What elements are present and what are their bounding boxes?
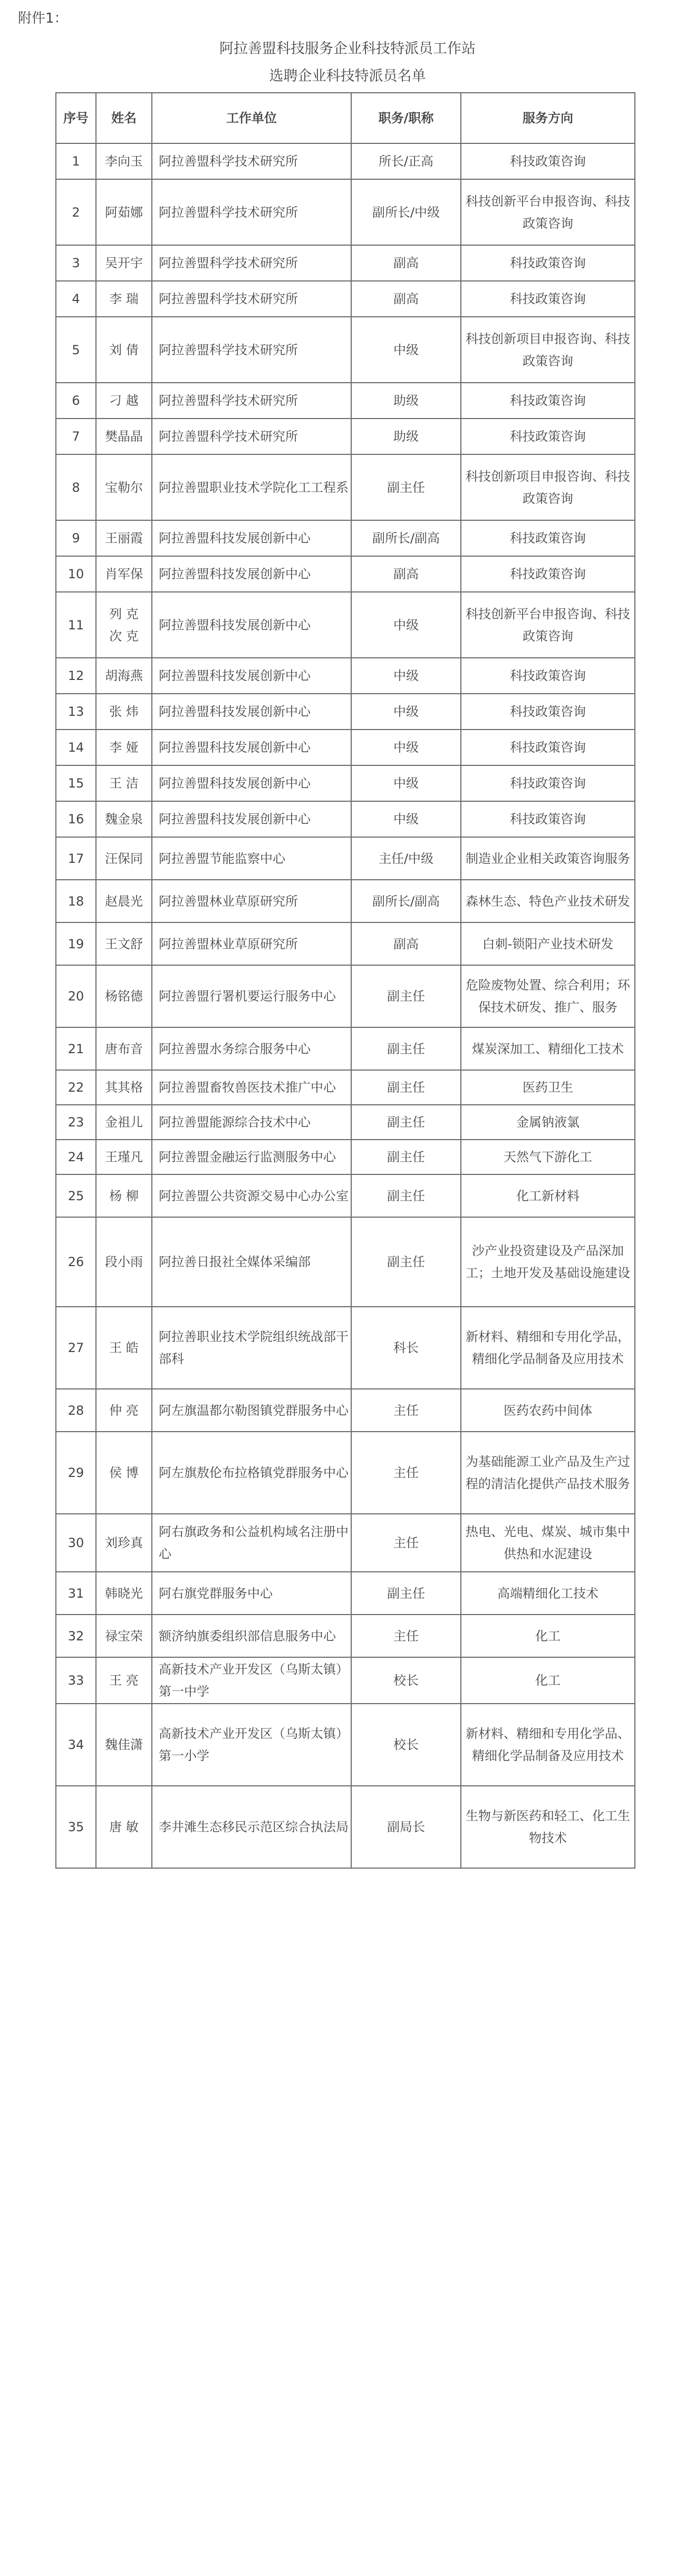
table-row — [56, 1070, 635, 1105]
cell-service: 新材料、精细和专用化学品、精细化学品制备及应用技术 — [461, 1704, 635, 1786]
cell-position: 校长 — [351, 1657, 461, 1704]
cell-no: 28 — [56, 1389, 96, 1432]
table-row — [56, 1786, 635, 1868]
cell-org: 阿拉善盟科技发展创新中心 — [152, 730, 351, 765]
cell-service: 高端精细化工技术 — [461, 1572, 635, 1615]
cell-no: 23 — [56, 1105, 96, 1140]
table-row — [56, 520, 635, 556]
cell-org: 阿拉善盟科技发展创新中心 — [152, 801, 351, 837]
cell-org: 额济纳旗委组织部信息服务中心 — [152, 1615, 351, 1657]
cell-name: 李 娅 — [96, 730, 152, 765]
cell-name: 魏佳潇 — [96, 1704, 152, 1786]
cell-service: 科技政策咨询 — [461, 419, 635, 454]
cell-service: 生物与新医药和轻工、化工生物技术 — [461, 1786, 635, 1868]
cell-org: 阿左旗温都尔勒图镇党群服务中心 — [152, 1389, 351, 1432]
cell-position: 副高 — [351, 556, 461, 592]
table-row — [56, 383, 635, 419]
header-org: 工作单位 — [152, 93, 351, 143]
cell-org: 阿拉善职业技术学院组织统战部干部科 — [152, 1307, 351, 1389]
cell-org: 阿拉善盟科技发展创新中心 — [152, 765, 351, 801]
table-row — [56, 317, 635, 383]
cell-name: 吴开宇 — [96, 245, 152, 281]
table-row — [56, 143, 635, 179]
cell-name: 王瑾凡 — [96, 1140, 152, 1174]
table-row — [56, 1514, 635, 1572]
cell-position: 所长/正高 — [351, 143, 461, 179]
cell-position: 副主任 — [351, 1140, 461, 1174]
table-row — [56, 880, 635, 922]
cell-position: 副主任 — [351, 965, 461, 1027]
cell-no: 15 — [56, 765, 96, 801]
cell-position: 科长 — [351, 1307, 461, 1389]
table-row — [56, 1140, 635, 1174]
table-row — [56, 1105, 635, 1140]
cell-org: 阿拉善盟林业草原研究所 — [152, 922, 351, 965]
table-header-row — [56, 93, 635, 143]
cell-service: 科技政策咨询 — [461, 730, 635, 765]
cell-name: 侯 博 — [96, 1432, 152, 1514]
cell-service: 科技政策咨询 — [461, 383, 635, 419]
cell-service: 热电、光电、煤炭、城市集中供热和水泥建设 — [461, 1514, 635, 1572]
cell-no: 9 — [56, 520, 96, 556]
cell-position: 副主任 — [351, 1027, 461, 1070]
cell-position: 副主任 — [351, 454, 461, 520]
cell-position: 副高 — [351, 922, 461, 965]
cell-name: 王 亮 — [96, 1657, 152, 1704]
cell-no: 18 — [56, 880, 96, 922]
table-row — [56, 801, 635, 837]
cell-org: 高新技术产业开发区（乌斯太镇）第一中学 — [152, 1657, 351, 1704]
table-row — [56, 281, 635, 317]
table-row — [56, 1704, 635, 1786]
cell-name: 杨铭德 — [96, 965, 152, 1027]
cell-position: 副主任 — [351, 1070, 461, 1105]
table-row — [56, 419, 635, 454]
cell-name: 宝勒尔 — [96, 454, 152, 520]
cell-name: 肖军保 — [96, 556, 152, 592]
attachment-label: 附件1： — [18, 11, 68, 26]
table-row — [56, 1307, 635, 1389]
cell-service: 制造业企业相关政策咨询服务 — [461, 837, 635, 880]
cell-org: 阿拉善盟科技发展创新中心 — [152, 592, 351, 658]
cell-position: 副高 — [351, 281, 461, 317]
cell-no: 31 — [56, 1572, 96, 1615]
cell-service: 科技创新项目申报咨询、科技政策咨询 — [461, 454, 635, 520]
cell-service: 化工 — [461, 1615, 635, 1657]
cell-org: 阿拉善盟能源综合技术中心 — [152, 1105, 351, 1140]
table-row — [56, 1027, 635, 1070]
cell-name: 赵晨光 — [96, 880, 152, 922]
cell-no: 22 — [56, 1070, 96, 1105]
cell-name: 阿茹娜 — [96, 179, 152, 245]
cell-service: 化工 — [461, 1657, 635, 1704]
cell-no: 30 — [56, 1514, 96, 1572]
cell-org: 阿拉善盟科学技术研究所 — [152, 419, 351, 454]
cell-name: 韩晓光 — [96, 1572, 152, 1615]
cell-name: 胡海燕 — [96, 658, 152, 694]
cell-name: 列 克 次 克 — [96, 592, 152, 658]
cell-position: 副所长/中级 — [351, 179, 461, 245]
cell-no: 27 — [56, 1307, 96, 1389]
cell-org: 阿拉善盟林业草原研究所 — [152, 880, 351, 922]
cell-no: 13 — [56, 694, 96, 730]
cell-org: 阿拉善盟科技发展创新中心 — [152, 556, 351, 592]
cell-name: 李向玉 — [96, 143, 152, 179]
table-row — [56, 245, 635, 281]
table-row — [56, 922, 635, 965]
cell-org: 李井滩生态移民示范区综合执法局 — [152, 1786, 351, 1868]
cell-org: 阿拉善盟科技发展创新中心 — [152, 658, 351, 694]
cell-no: 10 — [56, 556, 96, 592]
cell-name: 仲 亮 — [96, 1389, 152, 1432]
cell-position: 副高 — [351, 245, 461, 281]
cell-service: 为基础能源工业产品及生产过程的清洁化提供产品技术服务 — [461, 1432, 635, 1514]
cell-name: 刘珍真 — [96, 1514, 152, 1572]
cell-service: 森林生态、特色产业技术研发 — [461, 880, 635, 922]
cell-position: 主任 — [351, 1514, 461, 1572]
table-row — [56, 965, 635, 1027]
cell-no: 24 — [56, 1140, 96, 1174]
cell-position: 副主任 — [351, 1105, 461, 1140]
cell-name: 王 洁 — [96, 765, 152, 801]
cell-no: 11 — [56, 592, 96, 658]
cell-position: 助级 — [351, 419, 461, 454]
table-row — [56, 1174, 635, 1217]
cell-service: 煤炭深加工、精细化工技术 — [461, 1027, 635, 1070]
cell-service: 白刺-锁阳产业技术研发 — [461, 922, 635, 965]
cell-service: 金属钠液氯 — [461, 1105, 635, 1140]
cell-name: 汪保同 — [96, 837, 152, 880]
cell-service: 科技创新项目申报咨询、科技政策咨询 — [461, 317, 635, 383]
cell-position: 主任 — [351, 1432, 461, 1514]
cell-name: 李 瑞 — [96, 281, 152, 317]
cell-service: 科技创新平台申报咨询、科技政策咨询 — [461, 592, 635, 658]
cell-org: 阿拉善盟节能监察中心 — [152, 837, 351, 880]
cell-no: 1 — [56, 143, 96, 179]
cell-org: 阿拉善盟科学技术研究所 — [152, 179, 351, 245]
cell-position: 副主任 — [351, 1572, 461, 1615]
cell-org: 阿拉善盟科学技术研究所 — [152, 245, 351, 281]
cell-name: 王文舒 — [96, 922, 152, 965]
cell-no: 5 — [56, 317, 96, 383]
cell-position: 副所长/副高 — [351, 520, 461, 556]
cell-org: 阿拉善盟科学技术研究所 — [152, 317, 351, 383]
table-row — [56, 694, 635, 730]
cell-name: 王 皓 — [96, 1307, 152, 1389]
cell-position: 中级 — [351, 658, 461, 694]
table-row — [56, 1657, 635, 1704]
cell-service: 科技政策咨询 — [461, 281, 635, 317]
cell-no: 26 — [56, 1217, 96, 1307]
cell-no: 21 — [56, 1027, 96, 1070]
cell-name: 王丽霞 — [96, 520, 152, 556]
cell-position: 中级 — [351, 592, 461, 658]
cell-position: 校长 — [351, 1704, 461, 1786]
document-title: 阿拉善盟科技服务企业科技特派员工作站 — [219, 41, 476, 57]
cell-no: 16 — [56, 801, 96, 837]
table-row — [56, 1615, 635, 1657]
cell-no: 19 — [56, 922, 96, 965]
cell-name: 杨 柳 — [96, 1174, 152, 1217]
cell-org: 阿拉善盟行署机要运行服务中心 — [152, 965, 351, 1027]
cell-no: 35 — [56, 1786, 96, 1868]
cell-name: 刘 倩 — [96, 317, 152, 383]
cell-position: 主任/中级 — [351, 837, 461, 880]
cell-position: 助级 — [351, 383, 461, 419]
cell-name: 魏金泉 — [96, 801, 152, 837]
cell-org: 阿拉善盟科技发展创新中心 — [152, 694, 351, 730]
cell-org: 阿右旗党群服务中心 — [152, 1572, 351, 1615]
cell-service: 化工新材料 — [461, 1174, 635, 1217]
cell-service: 天然气下游化工 — [461, 1140, 635, 1174]
table-row — [56, 658, 635, 694]
cell-org: 阿左旗敖伦布拉格镇党群服务中心 — [152, 1432, 351, 1514]
cell-service: 科技政策咨询 — [461, 245, 635, 281]
table-row — [56, 454, 635, 520]
cell-no: 2 — [56, 179, 96, 245]
table-row — [56, 1572, 635, 1615]
cell-no: 34 — [56, 1704, 96, 1786]
cell-service: 科技政策咨询 — [461, 658, 635, 694]
document-subtitle: 选聘企业科技特派员名单 — [269, 68, 426, 84]
cell-service: 危险废物处置、综合利用；环保技术研发、推广、服务 — [461, 965, 635, 1027]
cell-position: 副局长 — [351, 1786, 461, 1868]
table-body — [56, 143, 635, 1868]
cell-position: 中级 — [351, 694, 461, 730]
cell-no: 4 — [56, 281, 96, 317]
cell-position: 副主任 — [351, 1174, 461, 1217]
cell-org: 高新技术产业开发区（乌斯太镇）第一小学 — [152, 1704, 351, 1786]
cell-service: 科技创新平台申报咨询、科技政策咨询 — [461, 179, 635, 245]
cell-service: 新材料、精细和专用化学品，精细化学品制备及应用技术 — [461, 1307, 635, 1389]
table-row — [56, 730, 635, 765]
cell-org: 阿拉善盟科学技术研究所 — [152, 383, 351, 419]
cell-position: 中级 — [351, 730, 461, 765]
header-service: 服务方向 — [461, 93, 635, 143]
cell-no: 3 — [56, 245, 96, 281]
cell-org: 阿拉善盟科学技术研究所 — [152, 143, 351, 179]
cell-name: 唐 敏 — [96, 1786, 152, 1868]
cell-position: 中级 — [351, 765, 461, 801]
cell-position: 中级 — [351, 801, 461, 837]
table-row — [56, 837, 635, 880]
cell-service: 科技政策咨询 — [461, 765, 635, 801]
cell-no: 8 — [56, 454, 96, 520]
cell-org: 阿拉善盟水务综合服务中心 — [152, 1027, 351, 1070]
cell-service: 科技政策咨询 — [461, 556, 635, 592]
cell-org: 阿拉善日报社全媒体采编部 — [152, 1217, 351, 1307]
cell-service: 科技政策咨询 — [461, 694, 635, 730]
cell-org: 阿拉善盟畜牧兽医技术推广中心 — [152, 1070, 351, 1105]
cell-service: 科技政策咨询 — [461, 520, 635, 556]
cell-org: 阿拉善盟金融运行监测服务中心 — [152, 1140, 351, 1174]
cell-position: 主任 — [351, 1389, 461, 1432]
cell-position: 副所长/副高 — [351, 880, 461, 922]
cell-name: 樊晶晶 — [96, 419, 152, 454]
cell-name: 其其格 — [96, 1070, 152, 1105]
appointee-table — [55, 92, 635, 1869]
cell-service: 沙产业投资建设及产品深加工；土地开发及基础设施建设 — [461, 1217, 635, 1307]
cell-org: 阿拉善盟公共资源交易中心办公室 — [152, 1174, 351, 1217]
cell-position: 副主任 — [351, 1217, 461, 1307]
cell-no: 25 — [56, 1174, 96, 1217]
cell-service: 医药农药中间体 — [461, 1389, 635, 1432]
cell-no: 14 — [56, 730, 96, 765]
cell-name: 金祖儿 — [96, 1105, 152, 1140]
cell-no: 33 — [56, 1657, 96, 1704]
table-row — [56, 556, 635, 592]
cell-position: 中级 — [351, 317, 461, 383]
cell-name: 刁 越 — [96, 383, 152, 419]
cell-org: 阿拉善盟职业技术学院化工工程系 — [152, 454, 351, 520]
cell-no: 29 — [56, 1432, 96, 1514]
cell-position: 主任 — [351, 1615, 461, 1657]
table-row — [56, 592, 635, 658]
table-row — [56, 765, 635, 801]
cell-service: 科技政策咨询 — [461, 143, 635, 179]
header-position: 职务/职称 — [351, 93, 461, 143]
cell-no: 7 — [56, 419, 96, 454]
header-no: 序号 — [56, 93, 96, 143]
table-row — [56, 1432, 635, 1514]
cell-no: 20 — [56, 965, 96, 1027]
cell-name: 唐布音 — [96, 1027, 152, 1070]
cell-org: 阿拉善盟科技发展创新中心 — [152, 520, 351, 556]
cell-no: 32 — [56, 1615, 96, 1657]
table-row — [56, 179, 635, 245]
cell-service: 医药卫生 — [461, 1070, 635, 1105]
header-name: 姓名 — [96, 93, 152, 143]
cell-service: 科技政策咨询 — [461, 801, 635, 837]
table-row — [56, 1389, 635, 1432]
cell-name: 禄宝荣 — [96, 1615, 152, 1657]
cell-name: 段小雨 — [96, 1217, 152, 1307]
cell-no: 6 — [56, 383, 96, 419]
table-row — [56, 1217, 635, 1307]
cell-org: 阿右旗政务和公益机构域名注册中心 — [152, 1514, 351, 1572]
cell-no: 12 — [56, 658, 96, 694]
cell-name: 张 炜 — [96, 694, 152, 730]
cell-org: 阿拉善盟科学技术研究所 — [152, 281, 351, 317]
cell-no: 17 — [56, 837, 96, 880]
